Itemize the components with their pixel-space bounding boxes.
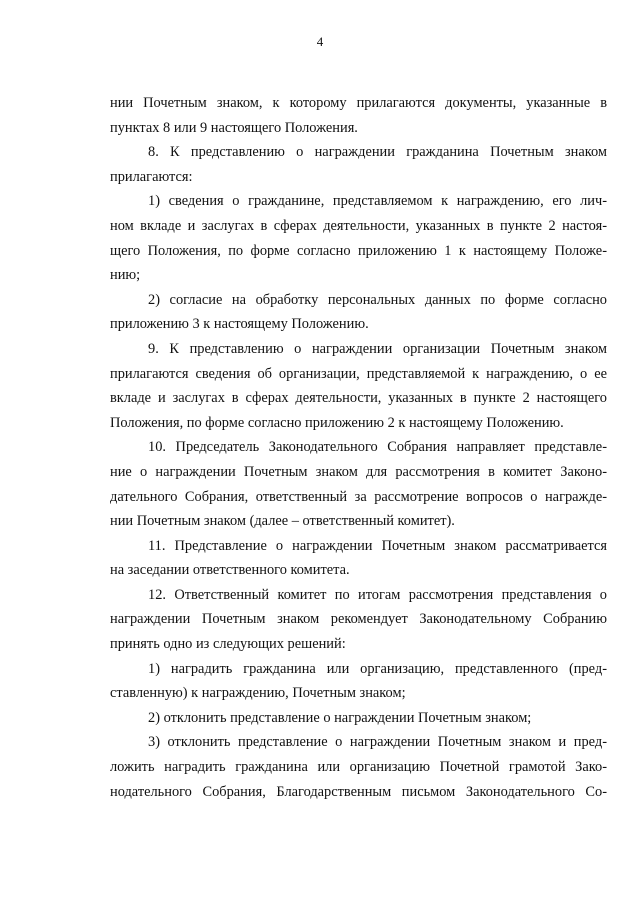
document-body bbox=[110, 91, 607, 804]
text-line: 8. К представлению о награждении гражданина Почетным знаком bbox=[148, 144, 607, 161]
text-line: 1) наградить гражданина или организацию, представленного (пред- bbox=[148, 660, 607, 677]
text-line: пунктах 8 или 9 настоящего Положения. bbox=[110, 119, 358, 136]
text-line: 12. Ответственный комитет по итогам рассмотрения представления о bbox=[148, 586, 607, 603]
text-line: ном вкладе и заслугах в сферах деятельности, указанных в пункте 2 настоя- bbox=[110, 217, 607, 234]
text-line: ние о награждении Почетным знаком для рассмотрения в комитет Законо- bbox=[110, 463, 607, 480]
text-line: 3) отклонить представление о награждении Почетным знаком и пред- bbox=[148, 734, 607, 751]
text-line: 2) согласие на обработку персональных данных по форме согласно bbox=[148, 291, 607, 308]
text-line: 9. К представлению о награждении организации Почетным знаком bbox=[148, 340, 607, 357]
text-line: ложить наградить гражданина или организацию Почетной грамотой Зако- bbox=[110, 759, 607, 776]
text-line: 2) отклонить представление о награждении Почетным знаком; bbox=[148, 709, 532, 726]
text-line: 1) сведения о гражданине, представляемом к награждению, его лич- bbox=[148, 193, 607, 210]
text-line: дательного Собрания, ответственный за рассмотрение вопросов о награжде- bbox=[110, 488, 607, 505]
text-line: прилагаются сведения об организации, представляемой к награждению, о ее bbox=[110, 365, 607, 382]
text-line: принять одно из следующих решений: bbox=[110, 636, 346, 653]
text-line: нии Почетным знаком, к которому прилагаются документы, указанные в bbox=[110, 95, 607, 111]
text-line: нию; bbox=[110, 267, 141, 284]
text-line: нии Почетным знаком (далее – ответственный комитет). bbox=[110, 513, 455, 530]
page-number: 4 bbox=[316, 34, 324, 49]
text-line: приложению 3 к настоящему Положению. bbox=[110, 316, 369, 333]
text-line: щего Положения, по форме согласно приложению 1 к настоящему Положе- bbox=[110, 242, 607, 259]
text-line: Положения, по форме согласно приложению 2 к настоящему Положению. bbox=[110, 414, 564, 431]
text-line: вкладе и заслугах в сферах деятельности, указанных в пункте 2 настоящего bbox=[110, 390, 607, 407]
text-line: 11. Представление о награждении Почетным знаком рассматривается bbox=[148, 537, 607, 554]
text-line: 10. Председатель Законодательного Собрания направляет представле- bbox=[148, 439, 607, 456]
text-line: ставленную) к награждению, Почетным знаком; bbox=[110, 685, 406, 702]
text-line: награждении Почетным знаком рекомендует Законодательному Собранию bbox=[110, 611, 607, 628]
text-line: прилагаются: bbox=[110, 168, 193, 185]
text-line: нодательного Собрания, Благодарственным письмом Законодательного Со- bbox=[110, 783, 607, 800]
text-line: на заседании ответственного комитета. bbox=[110, 562, 350, 579]
